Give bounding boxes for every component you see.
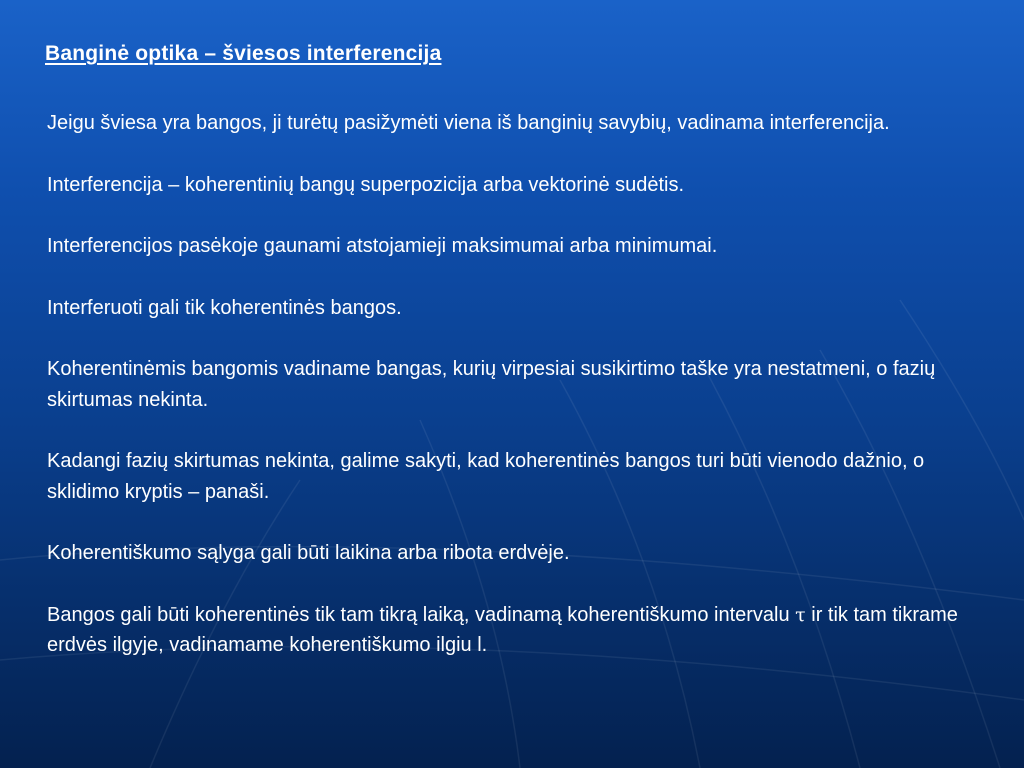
slide-content — [47, 108, 987, 661]
paragraph-8-part-1: Bangos gali būti koherentinės tik tam tikrą laiką, vadinamą koherentiškumo intervalu — [47, 603, 796, 626]
slide-title: Banginė optika – šviesos interferencija — [45, 42, 442, 65]
paragraph-5: Koherentinėmis bangomis vadiname bangas, kurių virpesiai susikirtimo taške yra nestatmeni, o fazių skirtumas nekinta. — [47, 358, 936, 411]
paragraph-3: Interferencijos pasėkoje gaunami atstojamieji maksimumai arba minimumai. — [47, 235, 718, 257]
paragraph-2: Interferencija – koherentinių bangų superpozicija arba vektorinė sudėtis. — [47, 173, 685, 196]
paragraph-7: Koherentiškumo sąlyga gali būti laikina arba ribota erdvėje. — [47, 542, 570, 564]
paragraph-6: Kadangi fazių skirtumas nekinta, galime sakyti, kad koherentinės bangos turi būti vienodo dažnio, o sklidimo kryptis – panaši. — [47, 450, 925, 503]
tau-symbol: τ — [795, 603, 806, 626]
paragraph-1: Jeigu šviesa yra bangos, ji turėtų pasižymėti viena iš banginių savybių, vadinama interferencija. — [47, 112, 890, 134]
paragraph-8 — [47, 600, 987, 661]
paragraph-8-part-2: ir tik tam tikrame erdvės ilgyje, vadinamame koherentiškumo ilgiu l. — [47, 603, 958, 656]
paragraph-4: Interferuoti gali tik koherentinės bangos. — [47, 296, 402, 319]
